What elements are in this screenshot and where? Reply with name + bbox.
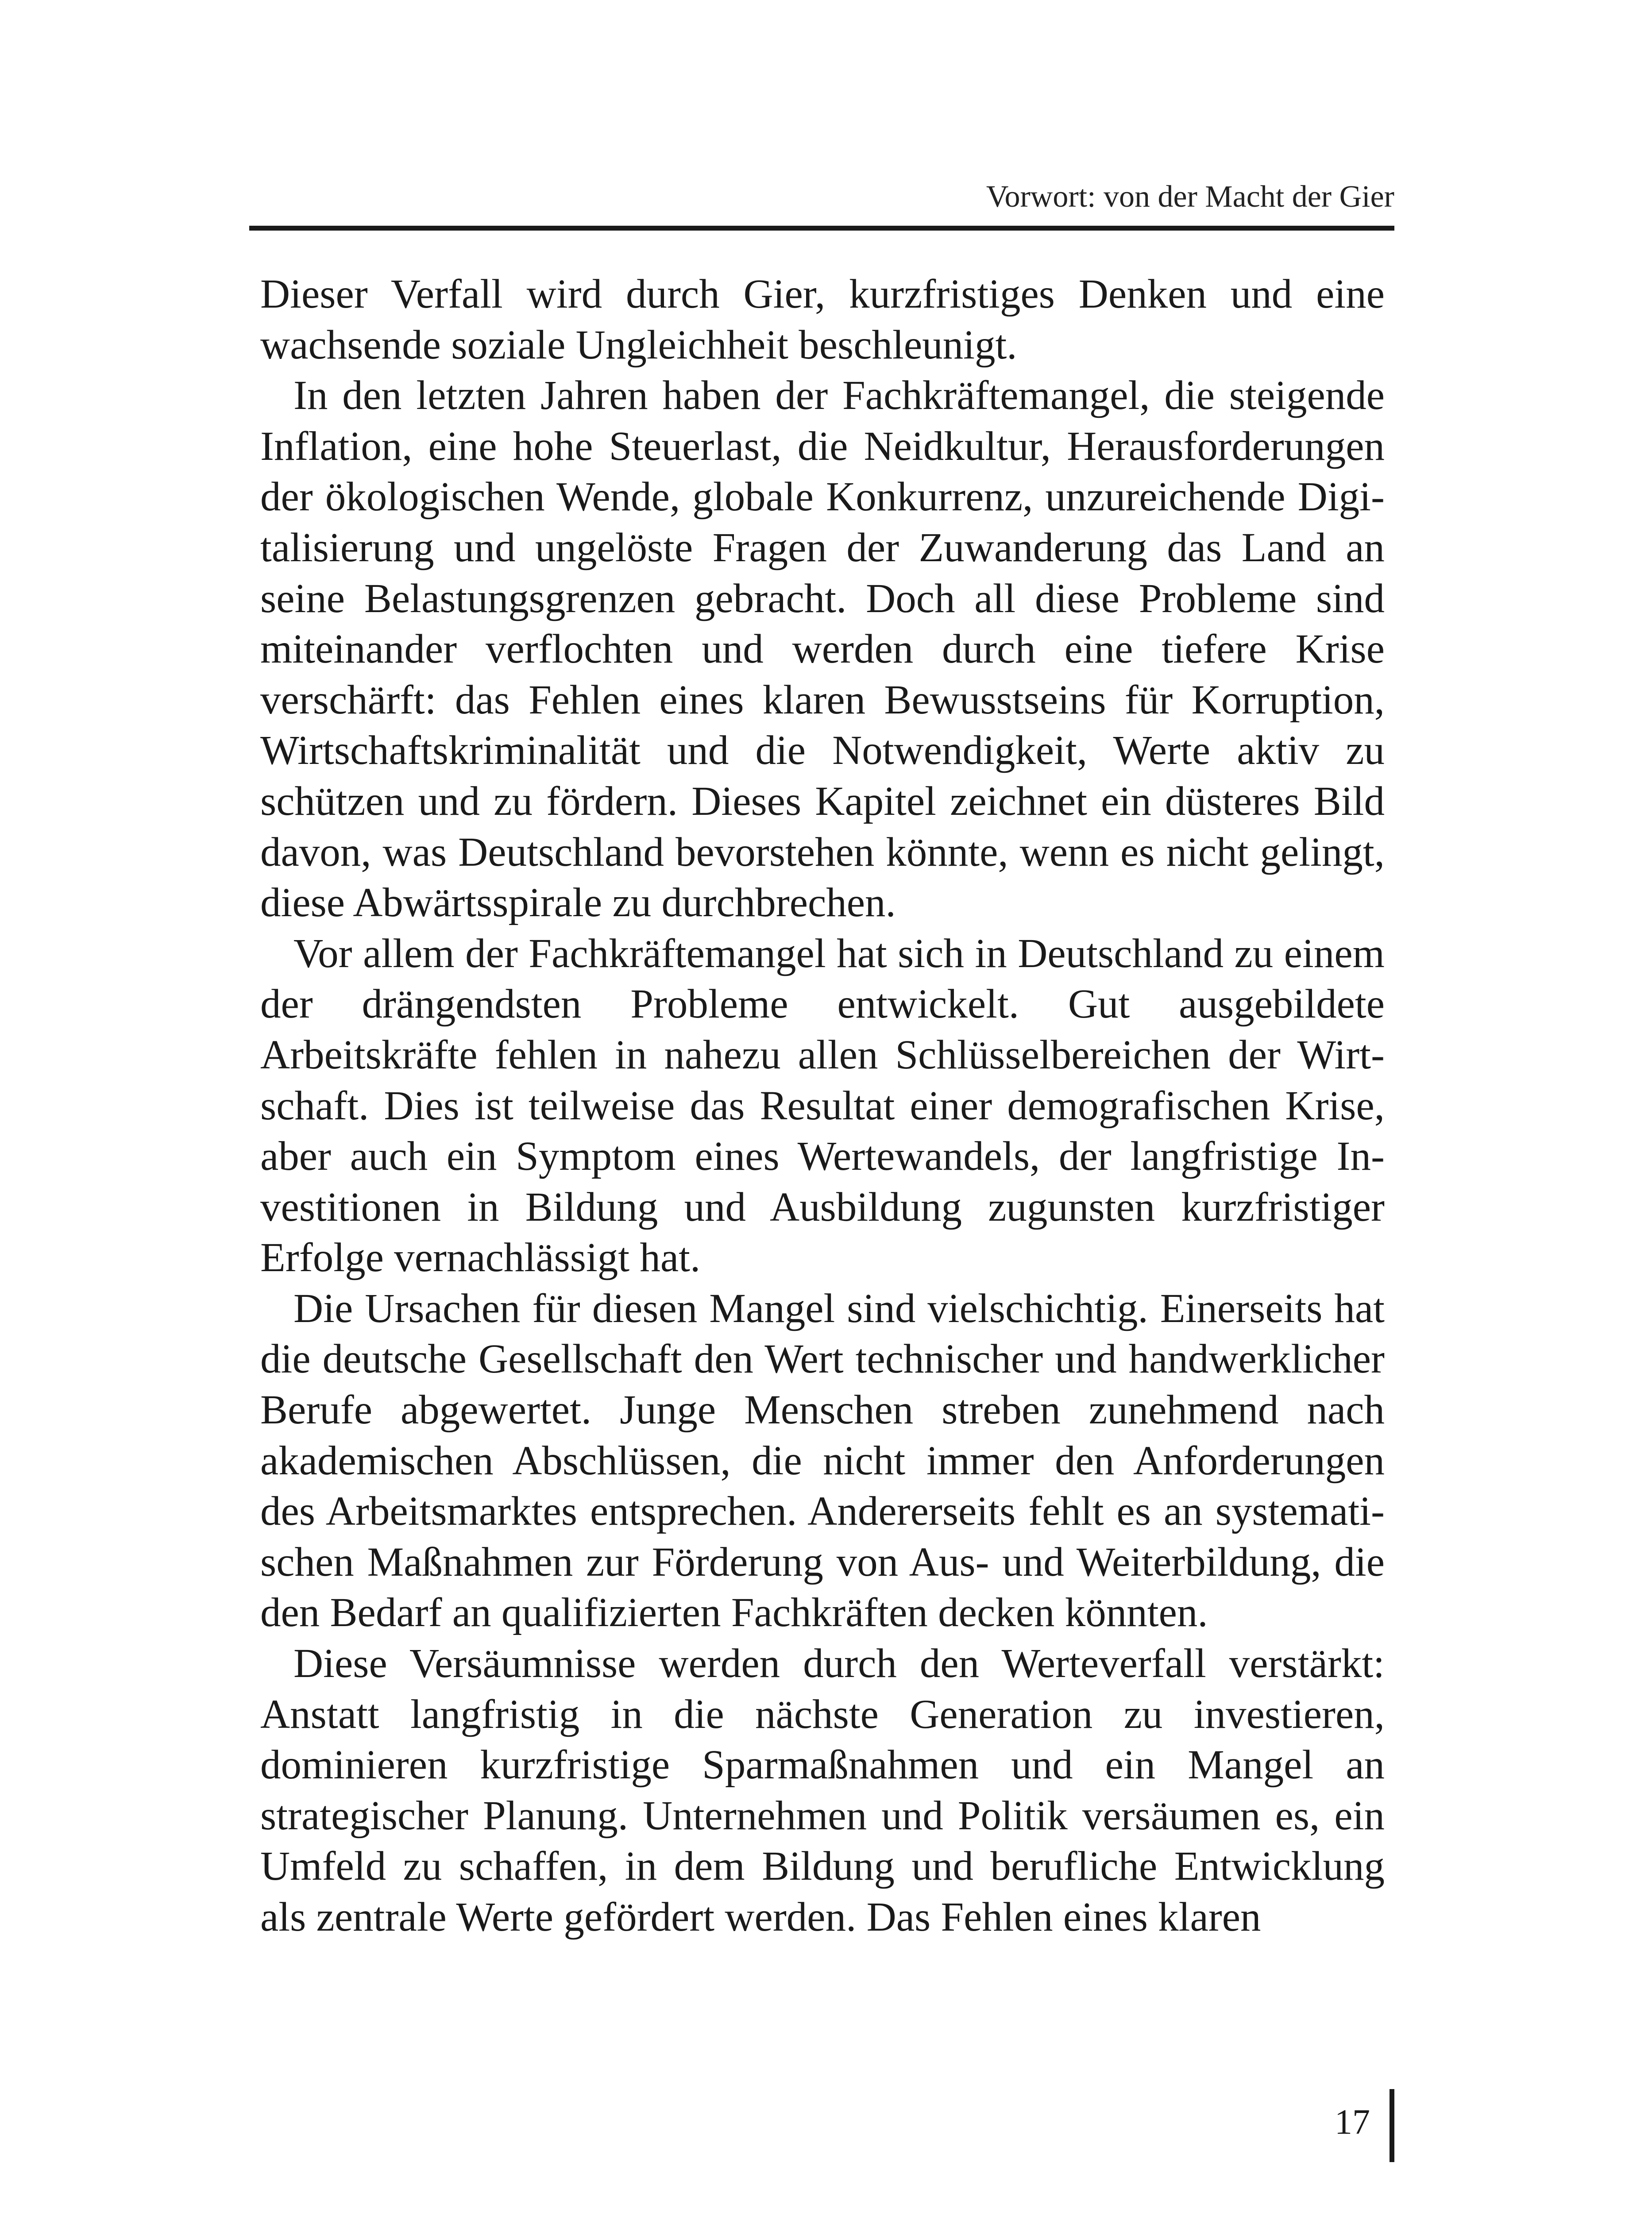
page-footer: [1284, 2085, 1394, 2164]
header-divider: [249, 226, 1394, 231]
paragraph-2: In den letzten Jahren haben der Fachkräftemangel, die steigende Inflation, eine hohe Steuerlast, die Neidkultur, Herausforderungen der ökologischen Wende, globale Konkurrenz, unzureichende Digitalisierung und ungelöste Fragen der Zuwanderung das Land an seine Belastungsgrenzen gebracht. Doch all diese Probleme sind miteinander verflochten und werden durch eine tiefere Krise verschärft: das Fehlen eines klaren Bewusstseins für Korruption, Wirtschaftskriminalität und die Notwendigkeit, Werte aktiv zu schützen und zu fördern. Dieses Kapitel zeichnet ein düsteres Bild davon, was Deutschland bevorstehen könnte, wenn es nicht gelingt, diese Abwärtsspirale zu durchbrechen.: [260, 373, 1385, 926]
paragraph-4: Die Ursachen für diesen Mangel sind vielschichtig. Einerseits hat die deutsche Gesellschaft den Wert technischer und handwerklicher Berufe abgewertet. Junge Menschen streben zunehmend nach akademischen Abschlüssen, die nicht immer den Anforderungen des Arbeitsmarktes entsprechen. Andererseits fehlt es an systematischen Maßnahmen zur Förderung von Aus- und Weiterbildung, die den Bedarf an qualifizierten Fachkräften decken könnten.: [260, 1285, 1385, 1636]
paragraph-3: Vor allem der Fachkräftemangel hat sich in Deutschland zu einem der drängendsten Probleme entwickelt. Gut ausgebildete Arbeitskräfte fehlen in nahezu allen Schlüsselbereichen der Wirtschaft. Dies ist teilweise das Resultat einer demografischen Krise, aber auch ein Symptom eines Wertewandels, der langfristige Investitionen in Bildung und Ausbildung zugunsten kurzfristiger Erfolge vernachlässigt hat.: [260, 930, 1385, 1281]
footer-divider: [1390, 2089, 1394, 2162]
page-number: 17: [1335, 2103, 1370, 2142]
running-header: Vorwort: von der Macht der Gier: [986, 180, 1394, 214]
paragraph-1: Dieser Verfall wird durch Gier, kurzfristiges Denken und eine wachsende soziale Ungleichheit beschleunigt.: [260, 271, 1385, 368]
body-text: [260, 269, 1385, 1943]
paragraph-5: Diese Versäumnisse werden durch den Werteverfall verstärkt: Anstatt langfristig in die nächste Generation zu investieren, dominieren kurzfristige Sparmaßnahmen und ein Mangel an strategischer Planung. Unternehmen und Politik versäumen es, ein Umfeld zu schaffen, in dem Bildung und berufliche Entwicklung als zentrale Werte gefördert werden. Das Fehlen eines klaren: [260, 1641, 1385, 1940]
